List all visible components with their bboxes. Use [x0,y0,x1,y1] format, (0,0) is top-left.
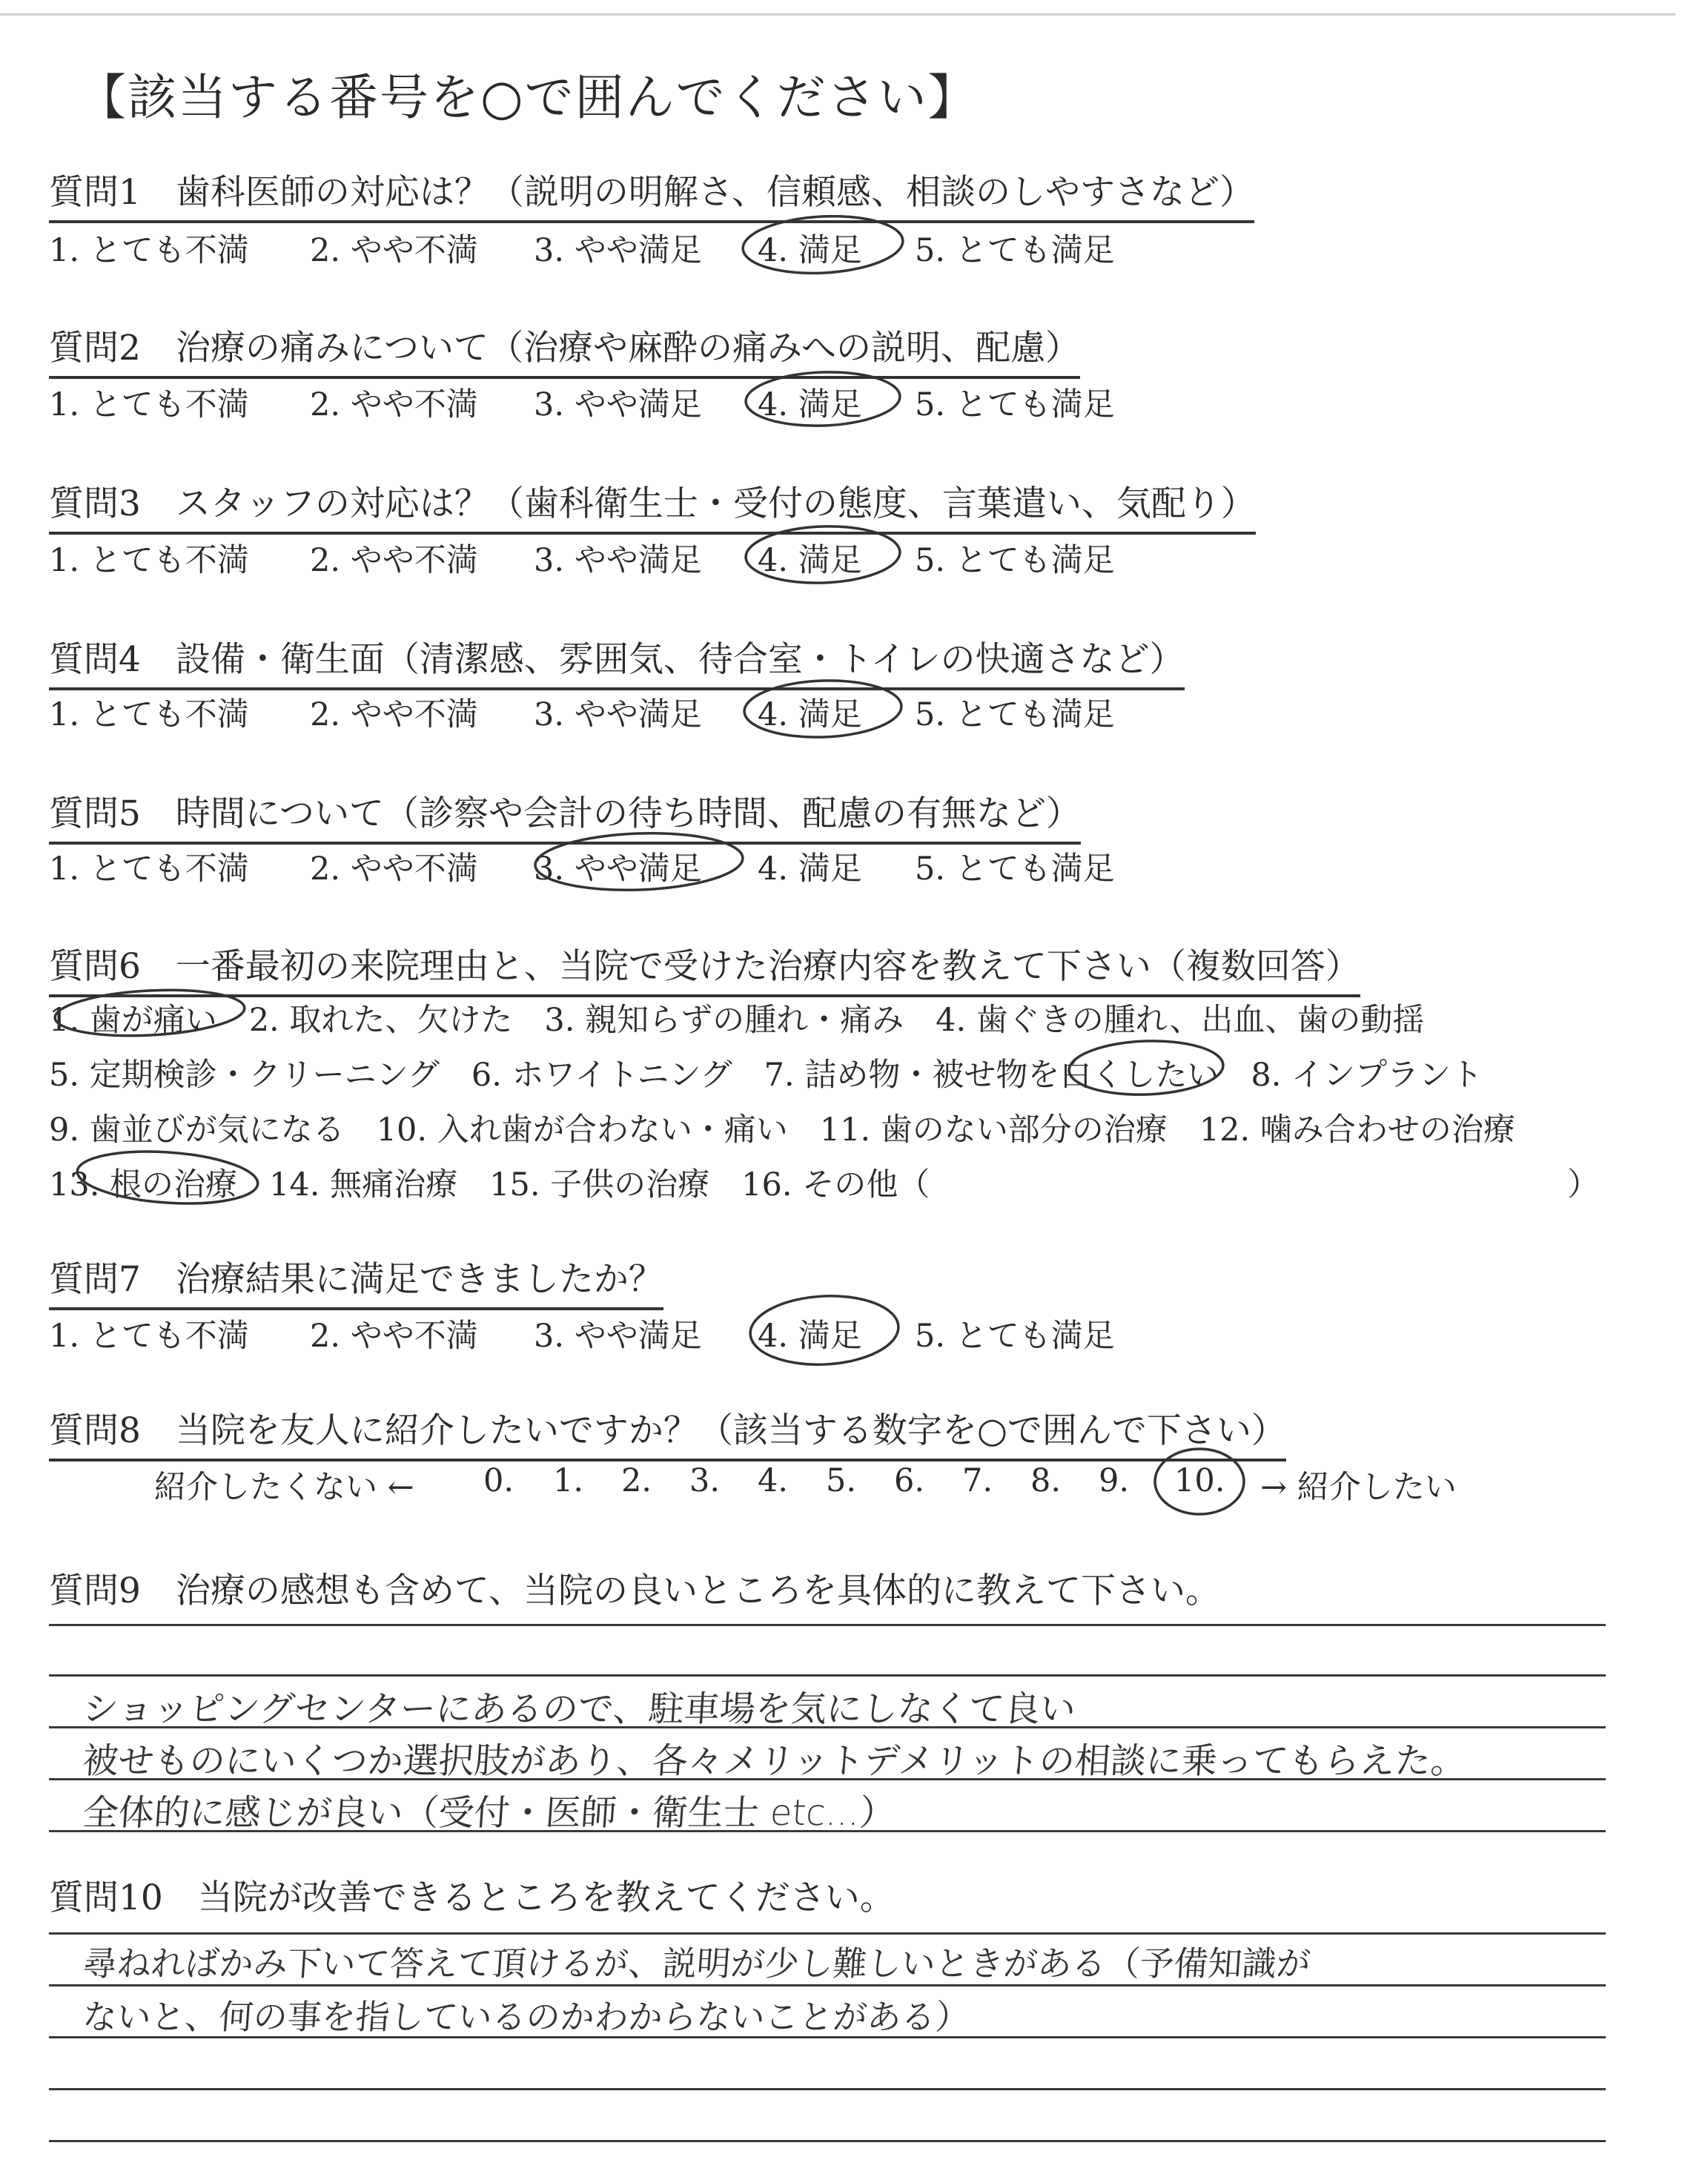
q4-option-1[interactable]: 1. とても不満 [49,696,249,733]
question-2-title: 質問2 治療の痛みについて（治療や麻酔の痛みへの説明、配慮） [49,320,1080,379]
q8-scale-2[interactable]: 2. [621,1462,652,1499]
q3-option-1[interactable]: 1. とても不満 [49,542,249,579]
q8-scale-4[interactable]: 4. [758,1462,789,1499]
question-6-title: 質問6 一番最初の来院理由と、当院で受けた治療内容を教えて下さい（複数回答） [49,939,1360,997]
q3-option-3[interactable]: 3. やや満足 [534,542,702,579]
q1-option-3[interactable]: 3. やや満足 [534,232,702,269]
q1-selected-circle [741,212,904,277]
q6-options-row-2[interactable]: 5. 定期検診・クリーニング 6. ホワイトニング 7. 詰め物・被せ物を白くしたい 8. インプラント [49,1057,1483,1094]
q1-option-1[interactable]: 1. とても不満 [49,232,249,269]
q1-option-4[interactable]: 4. 満足 [758,232,862,269]
q5-option-5[interactable]: 5. とても満足 [915,851,1115,888]
question-9-title: 質問9 治療の感想も含めて、当院の良いところを具体的に教えて下さい。 [49,1571,1220,1611]
instructions-header: 【該当する番号を○で囲んでください】 [77,69,979,126]
q7-selected-circle [749,1292,901,1368]
q5-option-3[interactable]: 3. やや満足 [534,851,702,888]
question-10-title: 質問10 当院が改善できるところを教えてください。 [49,1877,895,1918]
q4-option-4[interactable]: 4. 満足 [758,696,862,733]
q10-answer-line-1[interactable]: 尋ねればかみ下いて答えて頂けるが、説明が少し難しいときがある（予備知識が [81,1943,1312,1984]
q7-option-3[interactable]: 3. やや満足 [534,1318,702,1355]
question-8-title: 質問8 当院を友人に紹介したいですか？（該当する数字を○で囲んで下さい） [49,1403,1286,1462]
q8-scale-1[interactable]: 1. [553,1462,584,1499]
q5-option-2[interactable]: 2. やや不満 [310,851,478,888]
q8-scale-8[interactable]: 8. [1030,1462,1062,1499]
q9-answer-line-1[interactable]: ショッピングセンターにあるので、駐車場を気にしなくて良い [81,1688,1077,1730]
q3-option-5[interactable]: 5. とても満足 [915,542,1115,579]
q9-answer-line-3[interactable]: 全体的に感じが良い（受付・医師・衛生士 etc...） [81,1792,897,1834]
q8-scale-3[interactable]: 3. [689,1462,721,1499]
q2-option-2[interactable]: 2. やや不満 [310,386,478,423]
q8-scale-9[interactable]: 9. [1099,1462,1130,1499]
q4-option-2[interactable]: 2. やや不満 [310,696,478,733]
q2-option-4[interactable]: 4. 満足 [758,386,862,423]
q7-option-1[interactable]: 1. とても不満 [49,1318,249,1355]
q5-selected-circle [534,830,744,894]
q5-option-1[interactable]: 1. とても不満 [49,851,249,888]
question-4-title: 質問4 設備・衛生面（清潔感、雰囲気、待合室・トイレの快適さなど） [49,632,1185,690]
q6-item-13-circle [76,1146,259,1209]
q8-scale-0[interactable]: 0. [483,1462,514,1499]
q8-scale-5[interactable]: 5. [826,1462,857,1499]
question-3-title: 質問3 スタッフの対応は？（歯科衛生士・受付の態度、言葉遣い、気配り） [49,476,1256,535]
q7-option-5[interactable]: 5. とても満足 [915,1318,1115,1355]
q4-option-5[interactable]: 5. とても満足 [915,696,1115,733]
q3-option-4[interactable]: 4. 満足 [758,542,862,579]
q6-options-row-4[interactable]: 13. 根の治療 14. 無痛治療 15. 子供の治療 16. その他（ ） [49,1166,1600,1203]
question-7-title: 質問7 治療結果に満足できましたか？ [49,1252,663,1310]
q8-scale-6[interactable]: 6. [894,1462,925,1499]
q1-option-5[interactable]: 5. とても満足 [915,232,1115,269]
q2-option-3[interactable]: 3. やや満足 [534,386,702,423]
q1-option-2[interactable]: 2. やや不満 [310,232,478,269]
q8-scale-10[interactable]: 10. [1174,1462,1225,1499]
q6-options-row-1[interactable]: 1. 歯が痛い 2. 取れた、欠けた 3. 親知らずの腫れ・痛み 4. 歯ぐきの腫れ、出血、歯の動揺 [49,1002,1425,1039]
q2-option-5[interactable]: 5. とても満足 [915,386,1115,423]
q4-selected-circle [744,678,903,739]
q8-scale-7[interactable]: 7. [962,1462,993,1499]
q7-option-4[interactable]: 4. 満足 [758,1318,862,1355]
q6-item-1-circle [54,985,246,1040]
q5-option-4[interactable]: 4. 満足 [758,851,862,888]
question-1-title: 質問1 歯科医師の対応は？（説明の明解さ、信頼感、相談のしやすさなど） [49,165,1254,223]
q10-answer-line-2[interactable]: ないと、何の事を指しているのかわからないことがある） [81,1997,971,2037]
q3-selected-circle [745,524,901,585]
q7-option-2[interactable]: 2. やや不満 [310,1318,478,1355]
q8-left-label: 紹介したくない ← [154,1469,414,1506]
q9-answer-line-2[interactable]: 被せものにいくつか選択肢があり、各々メリットデメリットの相談に乗ってもらえた。 [81,1740,1468,1782]
q6-options-row-3[interactable]: 9. 歯並びが気になる 10. 入れ歯が合わない・痛い 11. 歯のない部分の治療 12. 噛み合わせの治療 [49,1112,1515,1149]
q2-selected-circle [745,369,901,428]
q6-item-7-circle [1068,1038,1224,1097]
q3-option-2[interactable]: 2. やや不満 [310,542,478,579]
q2-option-1[interactable]: 1. とても不満 [49,386,249,423]
q4-option-3[interactable]: 3. やや満足 [534,696,702,733]
question-5-title: 質問5 時間について（診察や会計の待ち時間、配慮の有無など） [49,786,1081,845]
q8-selected-circle [1155,1449,1244,1514]
q8-right-label: → 紹介したい [1260,1469,1457,1506]
